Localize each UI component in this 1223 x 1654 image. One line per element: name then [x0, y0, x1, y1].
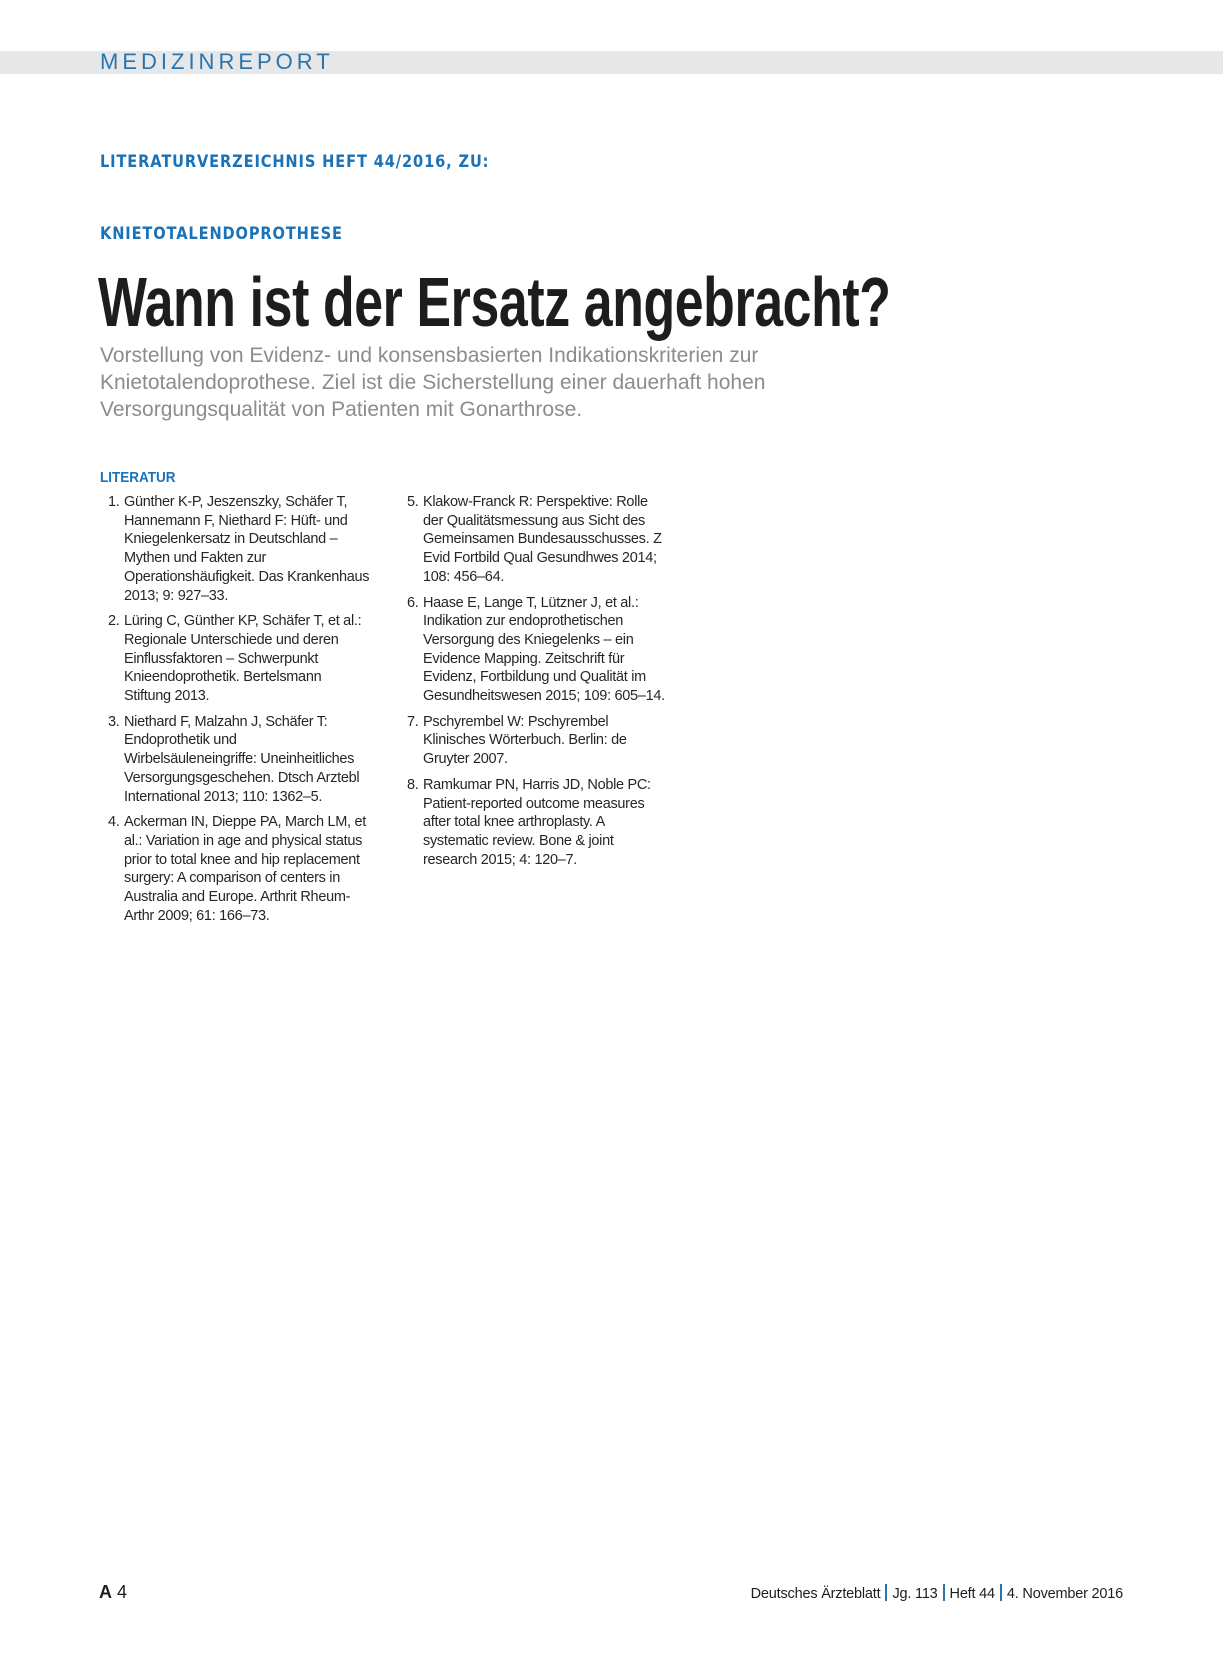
- reference-number: 5.: [407, 494, 419, 510]
- reference-text: Pschyrembel W: Pschyrembel Klinisches Wörterbuch. Berlin: de Gruyter 2007.: [423, 713, 627, 768]
- topic-label: KNIETOTALENDOPROTHESE: [100, 224, 343, 244]
- reference-number: 2.: [108, 613, 120, 630]
- reference-list-left: [100, 493, 370, 932]
- divider: [943, 1584, 945, 1601]
- journal-name: Deutsches Ärzteblatt: [750, 1586, 881, 1602]
- reference-text: Lüring C, Günther KP, Schäfer T, et al.: Regionale Unterschiede und deren Einflussfaktoren – Schwerpunkt Knieendoprothetik. Bertelsmann Stiftung 2013.: [124, 613, 362, 705]
- reference-item: [399, 594, 669, 706]
- section-label: MEDIZINREPORT: [100, 49, 334, 74]
- page-number-value: 4: [117, 1582, 128, 1602]
- divider: [1000, 1584, 1002, 1601]
- footer-publication-info: [751, 1584, 1123, 1602]
- reference-text: Günther K-P, Jeszenszky, Schäfer T, Hannemann F, Niethard F: Hüft- und Kniegelenkersatz in Deutschland – Mythen und Fakten zur Operationshäufigkeit. Das Krankenhaus 2013; 9: 927–33.: [124, 494, 370, 604]
- reference-item: [399, 493, 669, 587]
- reference-number: 8.: [407, 776, 419, 793]
- divider: [885, 1584, 887, 1601]
- reference-text: Klakow-Franck R: Perspektive: Rolle der Qualitätsmessung aus Sicht des Gemeinsamen Bundesausschusses. Z Evid Fortbild Qual Gesundhwes 2014; 108: 456–64.: [423, 494, 662, 585]
- reference-item: [100, 612, 370, 706]
- reference-number: 4.: [108, 814, 120, 831]
- lead-paragraph: Vorstellung von Evidenz- und konsensbasierten Indikationskriterien zur Knietotalendoprothese. Ziel ist die Sicherstellung einer dauerhaft hohen Versorgungsqualität von Patienten mit Gonarthrose.: [100, 344, 766, 421]
- reference-item: [100, 813, 370, 925]
- reference-text: Niethard F, Malzahn J, Schäfer T: Endoprothetik und Wirbelsäuleneingriffe: Uneinheitliches Versorgungsgeschehen. Dtsch Arztebl International 2013; 110: 1362–5.: [124, 713, 360, 805]
- reference-text: Ramkumar PN, Harris JD, Noble PC: Patient-reported outcome measures after total knee arthroplasty. A systematic review. Bone & joint research 2015; 4: 120–7.: [423, 776, 651, 868]
- reference-list-right: [399, 493, 669, 876]
- page-prefix: A: [99, 1582, 112, 1602]
- reference-item: [100, 713, 370, 807]
- reference-number: 6.: [407, 594, 419, 611]
- reference-item: [399, 713, 669, 769]
- page-title: Wann ist der Ersatz angebracht?: [98, 263, 891, 341]
- reference-text: Haase E, Lange T, Lützner J, et al.: Indikation zur endoprothetischen Versorgung des Kniegelenks – ein Evidence Mapping. Zeitschrift für Evidenz, Fortbildung und Qualität im Gesundheitswesen 2015; 109: 605–14.: [423, 594, 665, 705]
- publication-date: 4. November 2016: [1006, 1586, 1123, 1602]
- journal-issue: Heft 44: [949, 1586, 995, 1602]
- reference-number: 7.: [407, 713, 419, 730]
- reference-number: 1.: [108, 494, 120, 510]
- kicker: LITERATURVERZEICHNIS HEFT 44/2016, ZU:: [100, 152, 490, 172]
- literature-heading: LITERATUR: [100, 469, 176, 486]
- journal-volume: Jg. 113: [892, 1586, 938, 1602]
- reference-number: 3.: [108, 713, 120, 730]
- reference-item: [399, 776, 669, 870]
- page-number: [99, 1582, 127, 1603]
- reference-text: Ackerman IN, Dieppe PA, March LM, et al.: Variation in age and physical status prior to total knee and hip replacement surgery: A comparison of centers in Australia and Europe. Arthrit Rheum-Arthr 2009; 61: 166–73.: [124, 814, 366, 924]
- reference-item: [100, 493, 370, 605]
